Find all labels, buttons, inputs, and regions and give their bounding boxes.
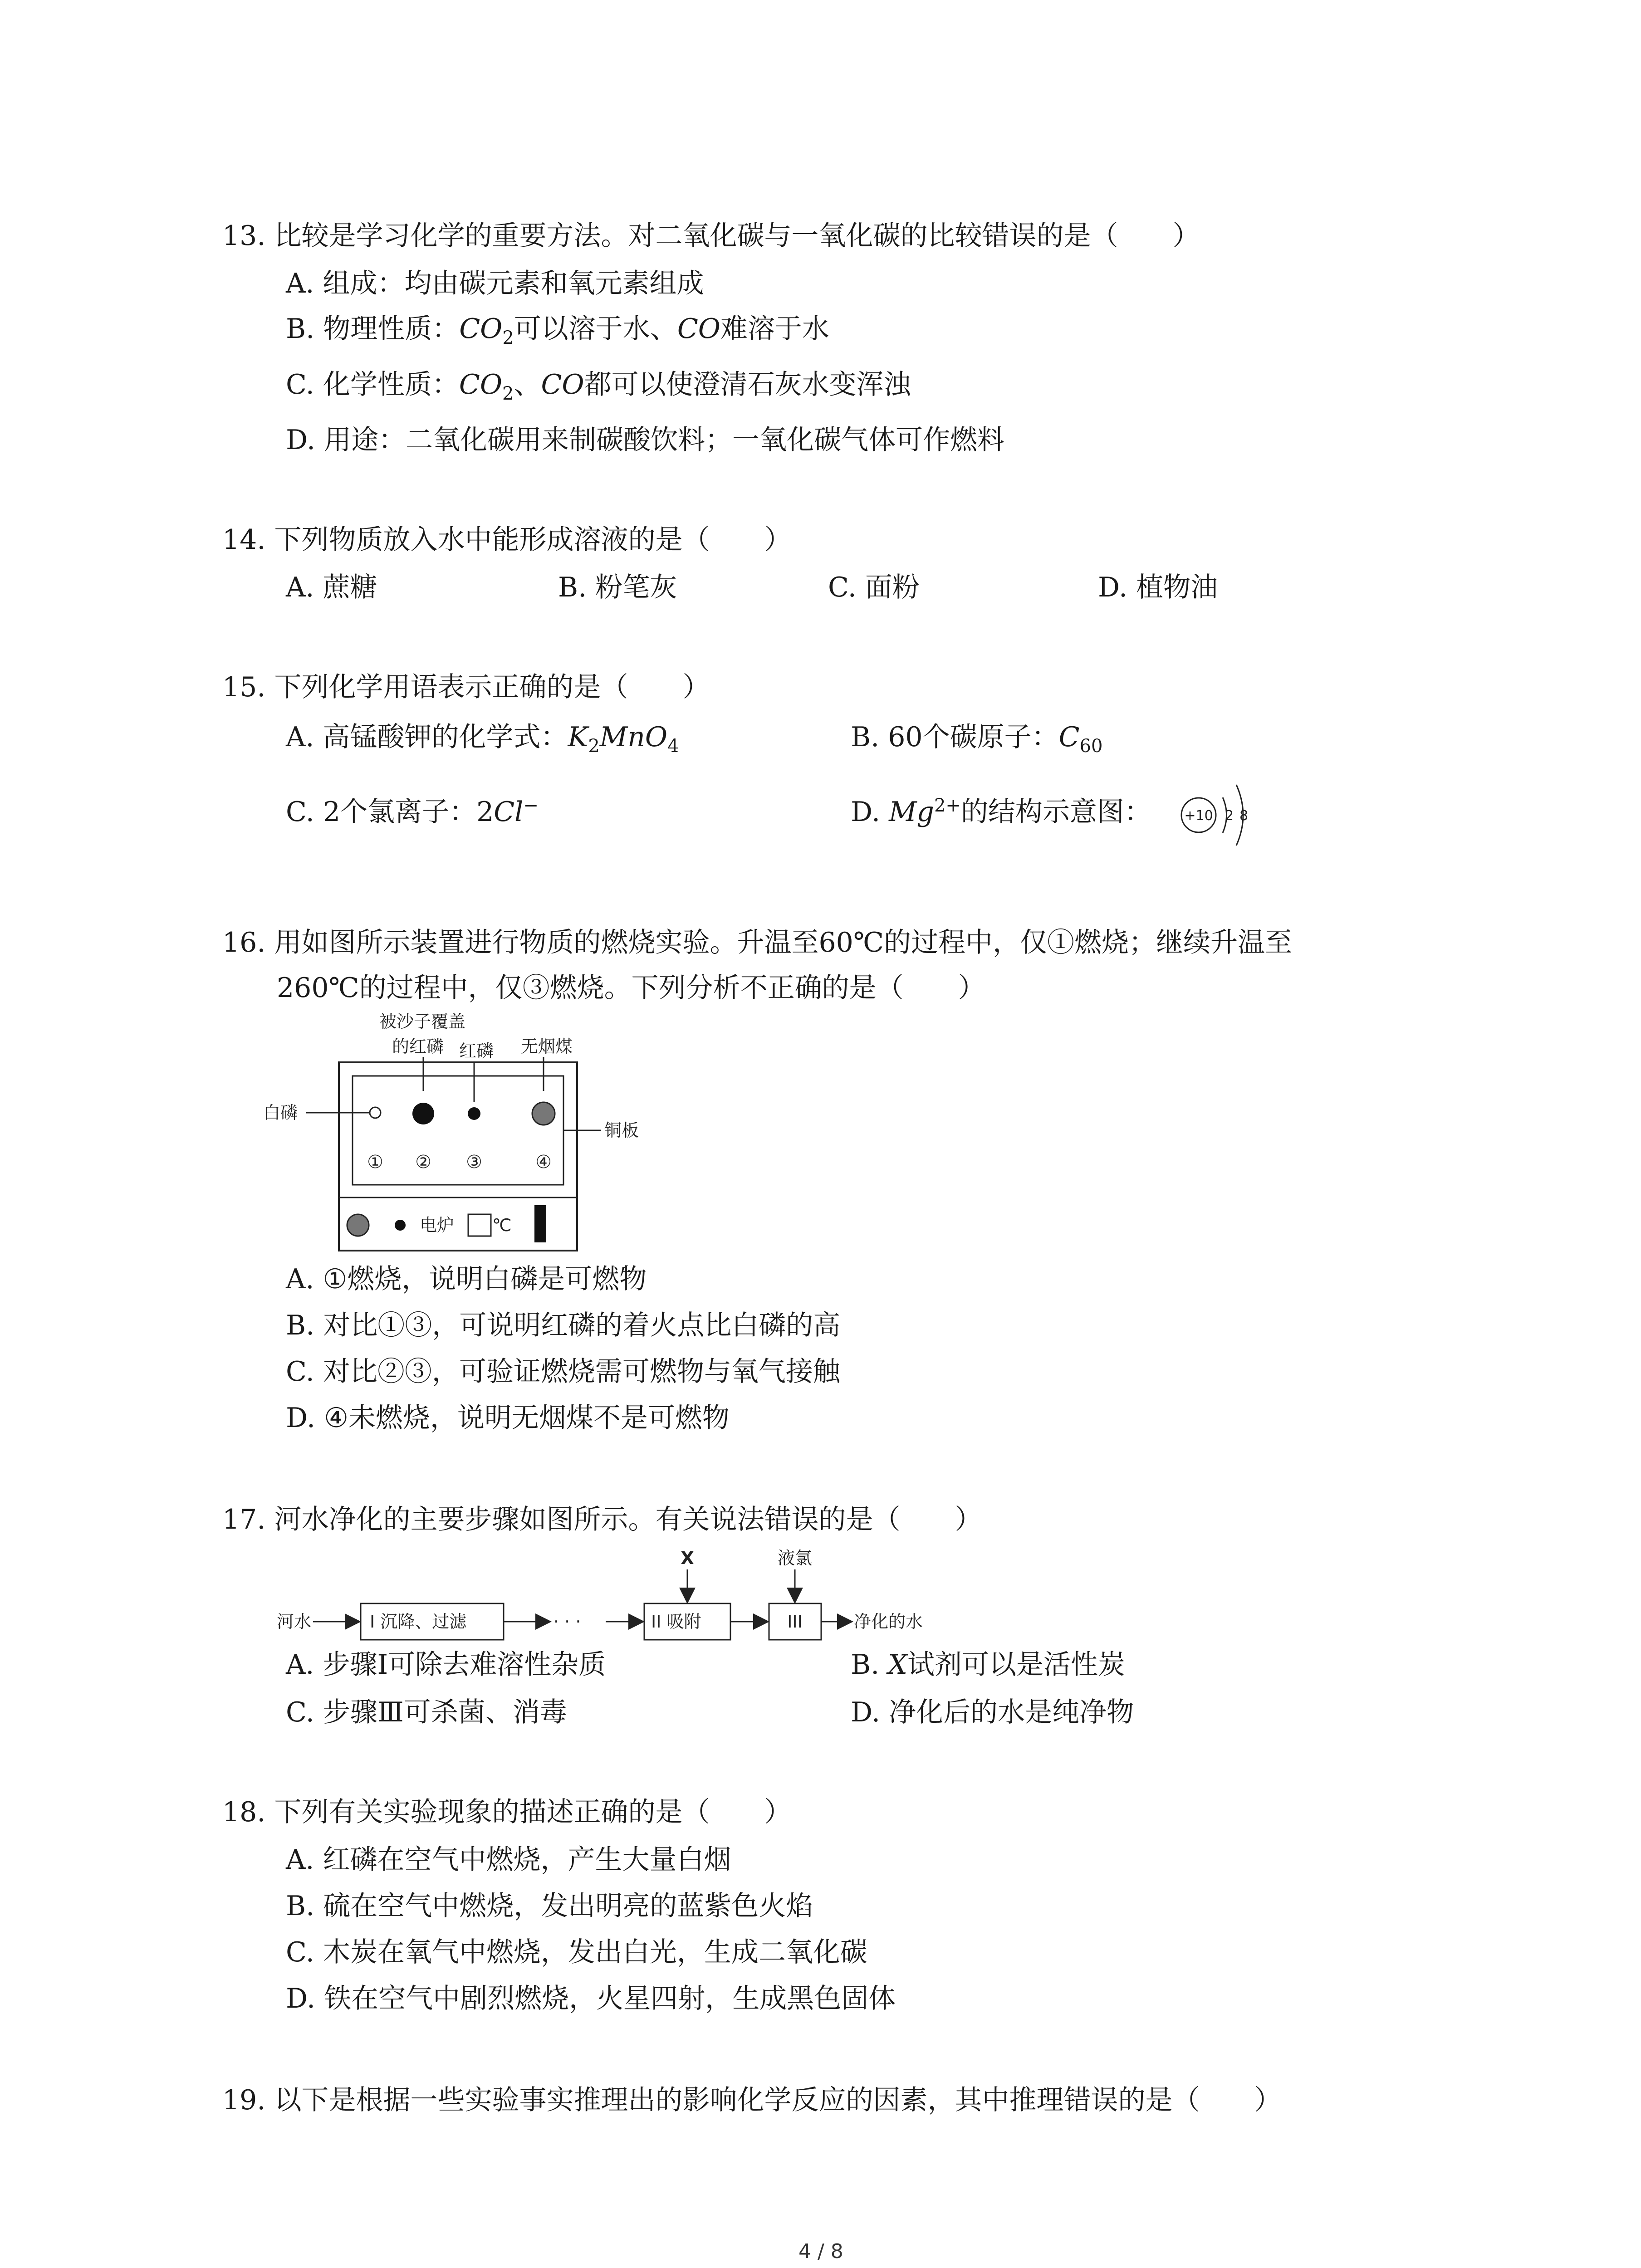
sample-number-2: ② <box>415 1152 431 1173</box>
q17-option-d: D. 净化后的水是纯净物 <box>851 1696 1134 1728</box>
stove-label: 电炉 <box>420 1215 455 1235</box>
q18-option-b: B. 硫在空气中燃烧，发出明亮的蓝紫色火焰 <box>286 1890 813 1922</box>
flow-step-2-label: II 吸附 <box>651 1612 701 1632</box>
label-copper-plate: 铜板 <box>604 1120 639 1140</box>
flow-step-3-label: III <box>787 1612 803 1632</box>
q15-option-b: B. 60个碳原子：$C_{60}$ <box>851 721 1103 757</box>
temperature-unit: ℃ <box>492 1215 512 1235</box>
q13-option-c: C. 化学性质：$CO_2$、CO都可以使澄清石灰水变浑浊 <box>286 369 911 404</box>
flow-purified-water: 净化的水 <box>854 1612 923 1632</box>
q14-option-d: D. 植物油 <box>1098 572 1218 603</box>
q18-option-a: A. 红磷在空气中燃烧，产生大量白烟 <box>286 1844 731 1876</box>
q16-option-a: A. ①燃烧，说明白磷是可燃物 <box>286 1263 647 1295</box>
q16-option-b: B. 对比①③，可说明红磷的着火点比白磷的高 <box>286 1310 841 1341</box>
shell-2-electrons: 8 <box>1239 808 1249 824</box>
q14-option-a: A. 蔗糖 <box>286 572 377 603</box>
q16-option-d: D. ④未燃烧，说明无烟煤不是可燃物 <box>286 1402 730 1434</box>
q18-option-c: C. 木炭在氧气中燃烧，发出白光，生成二氧化碳 <box>286 1936 867 1968</box>
q17-option-c: C. 步骤Ⅲ可杀菌、消毒 <box>286 1696 567 1728</box>
shell-1-electrons: 2 <box>1225 808 1234 824</box>
label-red-phosphorus: 红磷 <box>459 1041 494 1061</box>
stove-switch-icon <box>534 1205 546 1242</box>
q13-option-b: B. 物理性质：$CO_2$可以溶于水、CO难溶于水 <box>286 313 829 348</box>
temperature-display <box>468 1214 491 1236</box>
q18-option-d: D. 铁在空气中剧烈燃烧，火星四射，生成黑色固体 <box>286 1983 896 2014</box>
anthracite-dot <box>532 1102 555 1125</box>
stove-indicator-icon <box>395 1220 406 1231</box>
q14-option-b: B. 粉笔灰 <box>558 572 677 603</box>
water-purification-flowchart <box>277 1542 1048 1651</box>
label-sand-covered-2: 的红磷 <box>392 1036 444 1056</box>
flow-step-1-label: I 沉降、过滤 <box>370 1612 467 1632</box>
q18-stem: 18. 下列有关实验现象的描述正确的是（ ） <box>222 1796 792 1828</box>
q16-option-c: C. 对比②③，可验证燃烧需可燃物与氧气接触 <box>286 1356 840 1388</box>
q16-stem-line2: 260℃的过程中，仅③燃烧。下列分析不正确的是（ ） <box>277 972 985 1004</box>
q14-stem: 14. 下列物质放入水中能形成溶液的是（ ） <box>222 524 792 556</box>
q17-stem: 17. 河水净化的主要步骤如图所示。有关说法错误的是（ ） <box>222 1504 982 1535</box>
stove-knob-icon <box>347 1214 369 1236</box>
q16-stem-line1: 16. 用如图所示装置进行物质的燃烧实验。升温至60℃的过程中，仅①燃烧；继续升温至 <box>222 927 1292 958</box>
sample-number-1: ① <box>367 1152 383 1173</box>
sand-covered-red-phosphorus-dot <box>412 1103 434 1124</box>
page-number: 4 / 8 <box>798 2240 843 2263</box>
flow-river-water: 河水 <box>277 1612 312 1632</box>
flow-reagent-x: X <box>681 1548 694 1568</box>
label-white-phosphorus: 白磷 <box>263 1103 298 1123</box>
q13-option-d: D. 用途：二氧化碳用来制碳酸饮料；一氧化碳气体可作燃料 <box>286 424 1005 456</box>
mg-ion-structure-diagram <box>1175 767 1266 866</box>
q15-option-d: D. $Mg^{2+}$的结构示意图： <box>851 795 1151 828</box>
sample-number-3: ③ <box>466 1152 482 1173</box>
q13-stem: 13. 比较是学习化学的重要方法。对二氧化碳与一氧化碳的比较错误的是（ ） <box>222 220 1200 252</box>
flow-liquid-chlorine: 液氯 <box>777 1548 813 1568</box>
flow-ellipsis: · · · <box>554 1612 581 1632</box>
q15-option-a: A. 高锰酸钾的化学式：$K_2MnO_4$ <box>286 721 679 757</box>
label-anthracite: 无烟煤 <box>521 1036 573 1056</box>
label-sand-covered-1: 被沙子覆盖 <box>379 1012 466 1031</box>
q13-option-a: A. 组成：均由碳元素和氧元素组成 <box>286 268 704 299</box>
nucleus-charge: +10 <box>1184 808 1213 824</box>
q14-option-c: C. 面粉 <box>828 572 920 603</box>
q15-stem: 15. 下列化学用语表示正确的是（ ） <box>222 671 710 703</box>
q17-option-a: A. 步骤Ⅰ可除去难溶性杂质 <box>286 1649 606 1681</box>
combustion-apparatus-figure <box>263 1012 717 1261</box>
sample-number-4: ④ <box>535 1152 552 1173</box>
q15-option-c: C. 2个氯离子：2Cl− <box>286 795 539 828</box>
copper-plate <box>353 1076 563 1185</box>
white-phosphorus-dot <box>370 1107 381 1118</box>
q19-stem: 19. 以下是根据一些实验事实推理出的影响化学反应的因素，其中推理错误的是（ ） <box>222 2084 1282 2116</box>
q17-option-b: B. X试剂可以是活性炭 <box>851 1649 1125 1681</box>
red-phosphorus-dot <box>468 1107 480 1120</box>
